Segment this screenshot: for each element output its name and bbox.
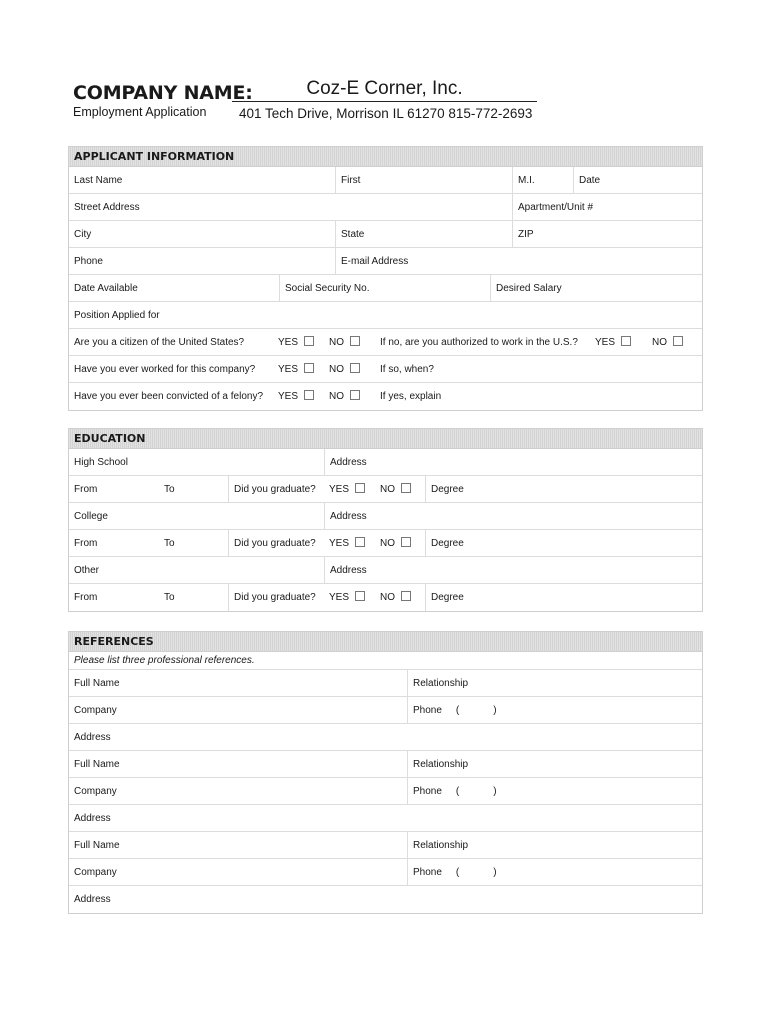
city-field[interactable]: City <box>74 229 92 240</box>
reference-address-field[interactable]: Address <box>74 813 111 824</box>
applicant-information-section <box>68 146 703 411</box>
checkbox-icon[interactable] <box>355 537 365 547</box>
yes-label: YES <box>595 337 616 348</box>
yes-label: YES <box>278 391 299 402</box>
reference-address-field[interactable]: Address <box>74 894 111 905</box>
reference-full-name-field[interactable]: Full Name <box>74 678 120 689</box>
worked-when-field[interactable]: If so, when? <box>380 364 434 375</box>
contact-row <box>69 248 702 275</box>
other-no-option[interactable] <box>380 584 411 611</box>
college-yes-option[interactable] <box>329 530 365 557</box>
checkbox-icon[interactable] <box>355 591 365 601</box>
reference-company-field[interactable]: Company <box>74 786 117 797</box>
name-row <box>69 167 702 194</box>
yes-label: YES <box>329 592 350 603</box>
reference-phone-field[interactable] <box>407 859 704 885</box>
worked-yes-option[interactable] <box>278 356 314 383</box>
no-label: NO <box>380 592 395 603</box>
checkbox-icon[interactable] <box>355 483 365 493</box>
no-label: NO <box>380 484 395 495</box>
reference-address-field[interactable]: Address <box>74 732 111 743</box>
other-to-field[interactable]: To <box>164 592 175 603</box>
college-dates-row <box>69 530 702 557</box>
hs-from-field[interactable]: From <box>74 484 98 495</box>
high-school-row <box>69 449 702 476</box>
zip-field[interactable]: ZIP <box>512 221 704 247</box>
felony-explain-field[interactable]: If yes, explain <box>380 391 442 402</box>
hs-to-field[interactable]: To <box>164 484 175 495</box>
middle-initial-field[interactable]: M.I. <box>512 167 573 193</box>
street-row <box>69 194 702 221</box>
no-label: NO <box>329 364 344 375</box>
availability-row <box>69 275 702 302</box>
worked-row <box>69 356 702 383</box>
reference-address-row <box>69 805 702 832</box>
other-degree-field[interactable]: Degree <box>425 584 704 611</box>
hs-graduate-question: Did you graduate? <box>228 476 324 502</box>
reference-relationship-field[interactable]: Relationship <box>407 751 704 777</box>
section-heading: REFERENCES <box>69 632 702 652</box>
city-row <box>69 221 702 248</box>
reference-relationship-field[interactable]: Relationship <box>407 832 704 858</box>
other-graduate-question: Did you graduate? <box>228 584 324 611</box>
checkbox-icon[interactable] <box>304 336 314 346</box>
authorized-question: If no, are you authorized to work in the U.S.? <box>380 337 578 348</box>
yes-label: YES <box>329 538 350 549</box>
no-label: NO <box>652 337 667 348</box>
state-field[interactable]: State <box>335 221 512 247</box>
other-row <box>69 557 702 584</box>
no-label: NO <box>329 391 344 402</box>
other-address-field[interactable]: Address <box>324 557 704 583</box>
worked-no-option[interactable] <box>329 356 360 383</box>
area-code-open: ( <box>455 786 460 797</box>
reference-address-row <box>69 886 702 913</box>
reference-name-row <box>69 832 702 859</box>
yes-label: YES <box>278 364 299 375</box>
citizen-question: Are you a citizen of the United States? <box>74 337 245 348</box>
reference-company-field[interactable]: Company <box>74 867 117 878</box>
area-code-close: ) <box>493 705 497 716</box>
reference-company-field[interactable]: Company <box>74 705 117 716</box>
citizen-no-option[interactable] <box>329 329 360 356</box>
college-graduate-question: Did you graduate? <box>228 530 324 556</box>
position-applied-field[interactable]: Position Applied for <box>74 310 160 321</box>
checkbox-icon[interactable] <box>304 363 314 373</box>
other-dates-row <box>69 584 702 611</box>
no-label: NO <box>380 538 395 549</box>
email-field[interactable]: E-mail Address <box>335 248 704 274</box>
high-school-address-field[interactable]: Address <box>324 449 704 475</box>
authorized-yes-option[interactable] <box>595 329 631 356</box>
hs-yes-option[interactable] <box>329 476 365 503</box>
checkbox-icon[interactable] <box>673 336 683 346</box>
checkbox-icon[interactable] <box>304 390 314 400</box>
felony-yes-option[interactable] <box>278 383 314 410</box>
reference-name-row <box>69 751 702 778</box>
college-to-field[interactable]: To <box>164 538 175 549</box>
section-heading: APPLICANT INFORMATION <box>69 147 702 167</box>
checkbox-icon[interactable] <box>350 363 360 373</box>
phone-label: Phone <box>413 705 442 716</box>
last-name-field[interactable]: Last Name <box>74 175 123 186</box>
other-from-field[interactable]: From <box>74 592 98 603</box>
instructions-row <box>69 652 702 670</box>
reference-company-row <box>69 859 702 886</box>
company-name-label: COMPANY NAME: <box>73 82 253 104</box>
other-school-field[interactable]: Other <box>74 565 100 576</box>
other-yes-option[interactable] <box>329 584 365 611</box>
felony-question: Have you ever been convicted of a felony? <box>74 391 264 402</box>
checkbox-icon[interactable] <box>350 336 360 346</box>
phone-label: Phone <box>413 786 442 797</box>
desired-salary-field[interactable]: Desired Salary <box>490 275 704 301</box>
college-address-field[interactable]: Address <box>324 503 704 529</box>
references-section <box>68 631 703 914</box>
citizen-yes-option[interactable] <box>278 329 314 356</box>
college-no-option[interactable] <box>380 530 411 557</box>
hs-degree-field[interactable]: Degree <box>425 476 704 502</box>
first-name-field[interactable]: First <box>335 167 512 193</box>
checkbox-icon[interactable] <box>401 483 411 493</box>
references-instructions: Please list three professional references. <box>74 655 255 666</box>
checkbox-icon[interactable] <box>401 591 411 601</box>
felony-no-option[interactable] <box>329 383 360 410</box>
college-field[interactable]: College <box>74 511 108 522</box>
education-section <box>68 428 703 612</box>
checkbox-icon[interactable] <box>401 537 411 547</box>
felony-row <box>69 383 702 410</box>
area-code-open: ( <box>455 867 460 878</box>
checkbox-icon[interactable] <box>350 390 360 400</box>
yes-label: YES <box>329 484 350 495</box>
section-heading: EDUCATION <box>69 429 702 449</box>
reference-relationship-field[interactable]: Relationship <box>407 670 704 696</box>
reference-company-row <box>69 778 702 805</box>
street-address-field[interactable]: Street Address <box>74 202 140 213</box>
college-degree-field[interactable]: Degree <box>425 530 704 556</box>
date-available-field[interactable]: Date Available <box>74 283 138 294</box>
hs-no-option[interactable] <box>380 476 411 503</box>
yes-label: YES <box>278 337 299 348</box>
company-address: 401 Tech Drive, Morrison IL 61270 815-772-2693 <box>239 106 533 121</box>
authorized-no-option[interactable] <box>652 329 683 356</box>
apartment-field[interactable]: Apartment/Unit # <box>512 194 704 220</box>
ssn-field[interactable]: Social Security No. <box>279 275 490 301</box>
checkbox-icon[interactable] <box>621 336 631 346</box>
reference-name-row <box>69 670 702 697</box>
phone-label: Phone <box>413 867 442 878</box>
position-row <box>69 302 702 329</box>
worked-question: Have you ever worked for this company? <box>74 364 256 375</box>
reference-full-name-field[interactable]: Full Name <box>74 840 120 851</box>
area-code-close: ) <box>493 867 497 878</box>
citizen-row <box>69 329 702 356</box>
area-code-open: ( <box>455 705 460 716</box>
form-title: Employment Application <box>73 105 207 119</box>
reference-phone-field[interactable] <box>407 778 704 804</box>
reference-address-row <box>69 724 702 751</box>
college-row <box>69 503 702 530</box>
high-school-dates-row <box>69 476 702 503</box>
college-from-field[interactable]: From <box>74 538 98 549</box>
no-label: NO <box>329 337 344 348</box>
phone-field[interactable]: Phone <box>74 256 103 267</box>
reference-phone-field[interactable] <box>407 697 704 723</box>
company-name-value: Coz-E Corner, Inc. <box>232 78 537 102</box>
reference-company-row <box>69 697 702 724</box>
reference-full-name-field[interactable]: Full Name <box>74 759 120 770</box>
date-field[interactable]: Date <box>573 167 704 193</box>
area-code-close: ) <box>493 786 497 797</box>
high-school-field[interactable]: High School <box>74 457 128 468</box>
